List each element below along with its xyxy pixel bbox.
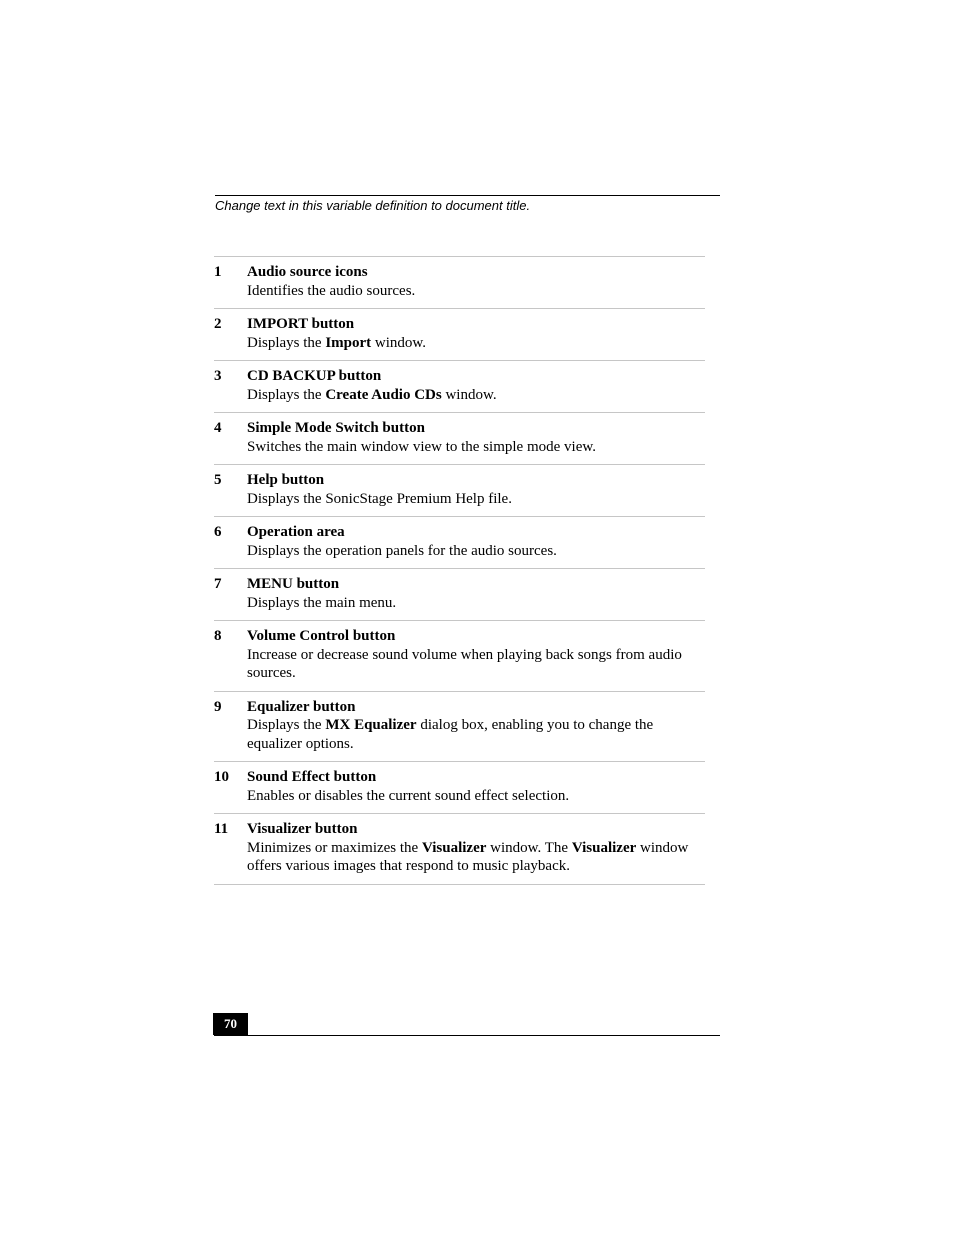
item-term: Simple Mode Switch button (247, 420, 425, 436)
item-number: 8 (214, 628, 222, 644)
item-description (247, 594, 705, 613)
item-description (247, 542, 705, 561)
definition-table (214, 256, 705, 885)
definition-row (214, 813, 705, 885)
item-term: CD BACKUP button (247, 368, 382, 384)
item-content (247, 627, 705, 683)
item-content (247, 698, 705, 754)
item-number: 11 (214, 821, 229, 837)
page-number-box (213, 1013, 248, 1035)
item-content (247, 575, 705, 612)
description-text: Identifies the audio sources. (247, 282, 416, 299)
definition-row (214, 568, 705, 620)
definition-row (214, 412, 705, 464)
item-term: Visualizer button (247, 821, 358, 837)
item-description (247, 490, 705, 509)
definition-row (214, 464, 705, 516)
item-description (247, 438, 705, 457)
footer-rule (214, 1035, 720, 1036)
definition-row (214, 761, 705, 813)
description-text: Displays the operation panels for the audio sources. (247, 542, 557, 559)
description-text: Enables or disables the current sound effect selection. (247, 787, 570, 804)
description-bold-text: MX Equalizer (325, 717, 417, 733)
description-text: window. The (486, 839, 572, 856)
item-number: 1 (214, 264, 222, 280)
item-number: 5 (214, 472, 222, 488)
item-content (247, 471, 705, 508)
item-number: 4 (214, 420, 222, 436)
definition-row (214, 516, 705, 568)
item-content (247, 523, 705, 560)
item-description (247, 386, 705, 405)
description-text: window offers various images that respond to music playback. (247, 839, 689, 874)
item-term: Volume Control button (247, 628, 396, 644)
description-bold-text: Visualizer (421, 839, 487, 856)
item-content (247, 820, 705, 876)
item-number: 6 (214, 524, 222, 540)
header-rule (215, 195, 720, 196)
definition-row (214, 256, 705, 308)
item-term: IMPORT button (247, 316, 355, 332)
running-header-title: Change text in this variable definition to document title. (215, 198, 531, 213)
description-bold-text: Create Audio CDs (325, 386, 442, 403)
item-term: Help button (247, 472, 325, 488)
definition-row (214, 620, 705, 691)
item-number: 9 (214, 698, 222, 715)
item-content (247, 315, 705, 352)
description-text: Displays the SonicStage Premium Help file. (247, 490, 512, 507)
definition-row (214, 691, 705, 762)
definition-row (214, 360, 705, 412)
item-description (247, 282, 705, 301)
item-content (247, 263, 705, 300)
item-description (247, 716, 705, 753)
item-number: 10 (214, 769, 229, 785)
description-text: Switches the main window view to the simple mode view. (247, 438, 596, 455)
item-number: 7 (214, 576, 222, 592)
item-number: 2 (214, 316, 222, 332)
item-term: Sound Effect button (247, 769, 377, 785)
item-term: Audio source icons (247, 264, 368, 280)
definition-list (214, 256, 705, 885)
description-text: Displays the (247, 386, 326, 403)
item-term: MENU button (247, 576, 340, 592)
item-term: Operation area (247, 524, 345, 540)
description-text: Minimizes or maximizes the (247, 839, 422, 856)
item-content (247, 419, 705, 456)
description-text: Displays the (247, 334, 326, 351)
description-bold-text: Visualizer (571, 839, 637, 856)
page-number: 70 (224, 1016, 237, 1031)
item-description (247, 839, 705, 876)
description-text: dialog box, enabling you to change the equalizer options. (247, 717, 654, 752)
description-bold-text: Import (325, 334, 372, 351)
description-text: Increase or decrease sound volume when playing back songs from audio sources. (247, 646, 682, 681)
definition-row (214, 308, 705, 360)
item-number: 3 (214, 368, 222, 384)
item-content (247, 768, 705, 805)
item-term: Equalizer button (247, 698, 356, 715)
description-text: Displays the (247, 717, 326, 733)
description-text: Displays the main menu. (247, 594, 397, 611)
item-description (247, 334, 705, 353)
item-description (247, 646, 705, 683)
description-text: window. (441, 386, 497, 403)
description-text: window. (371, 334, 427, 351)
item-description (247, 787, 705, 806)
item-content (247, 367, 705, 404)
